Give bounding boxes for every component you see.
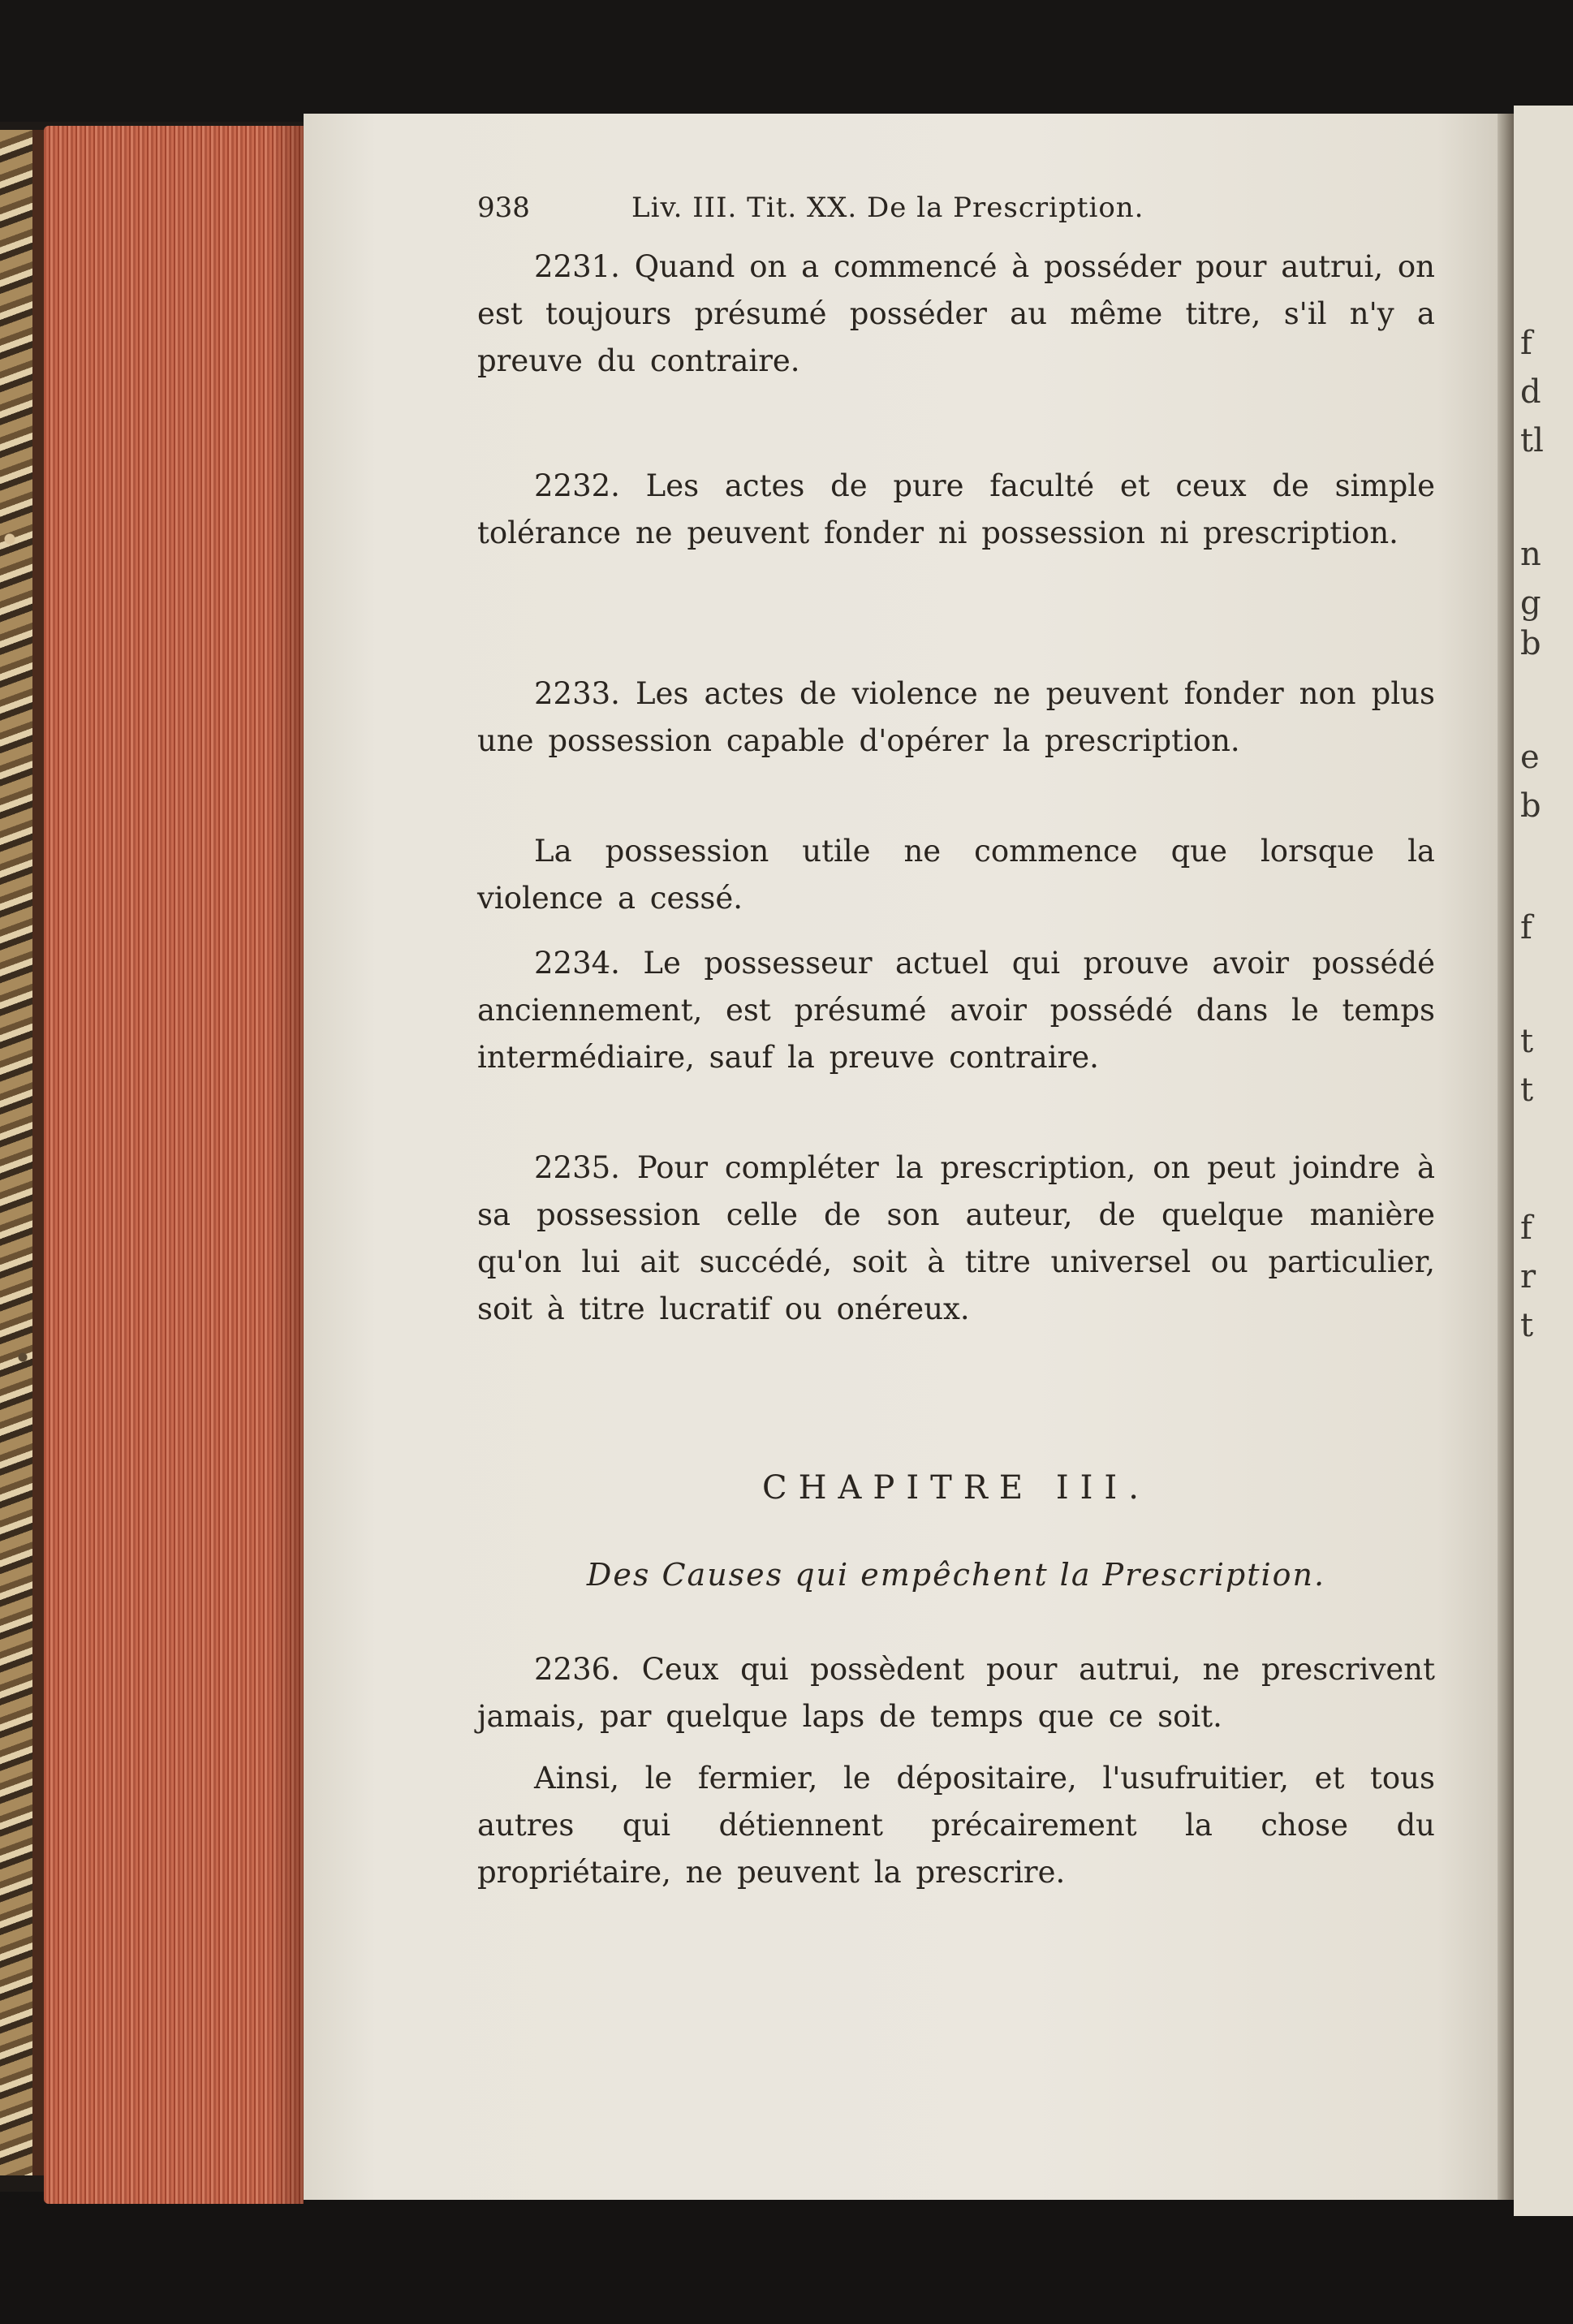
facing-fragment: f — [1520, 909, 1532, 946]
facing-fragment: d — [1520, 373, 1541, 411]
facing-fragment: f — [1520, 1209, 1532, 1247]
facing-fragment: t — [1520, 1307, 1534, 1344]
article-2236: 2236. Ceux qui possèdent pour autrui, ne prescrivent jamais, par quelque laps de temps que ce soit. — [477, 1652, 1435, 1734]
running-title: Liv. III. Tit. XX. De la Prescription. — [631, 192, 1144, 224]
facing-fragment: b — [1520, 625, 1541, 662]
facing-page-fragment — [1514, 106, 1573, 2216]
facing-fragment: t — [1520, 1071, 1534, 1109]
facing-fragment: n — [1520, 536, 1541, 573]
facing-fragment: b — [1520, 787, 1541, 825]
cover-board — [32, 130, 44, 2175]
red-page-edges — [44, 126, 304, 2204]
marbled-cover-edge — [0, 130, 32, 2175]
article-2233: 2233. Les actes de violence ne peuvent fonder non plus une possession capable d'opérer la prescription. — [477, 676, 1435, 758]
article-2232: 2232. Les actes de pure faculté et ceux de simple tolérance ne peuvent fonder ni possession ni prescription. — [477, 468, 1435, 550]
chapter-title: CHAPITRE III. — [762, 1469, 1150, 1507]
article-2233-paragraph: La possession utile ne commence que lorsque la violence a cessé. — [477, 834, 1435, 916]
facing-fragment: tl — [1520, 422, 1544, 459]
page-number: 938 — [477, 192, 530, 224]
background-top — [0, 0, 1573, 122]
article-2231: 2231. Quand on a commencé à posséder pour autrui, on est toujours présumé posséder au même titre, s'il n'y a preuve du contraire. — [477, 249, 1435, 378]
article-2235: 2235. Pour compléter la prescription, on peut joindre à sa possession celle de son auteur, de quelque manière qu'on lui ait succédé, soit à titre universel ou particulier, soit à titre lucratif ou onéreux. — [477, 1150, 1435, 1326]
facing-fragment: t — [1520, 1023, 1534, 1060]
facing-fragment: e — [1520, 739, 1540, 776]
chapter-subtitle: Des Causes qui empêchent la Prescription. — [586, 1557, 1326, 1593]
article-2236-paragraph: Ainsi, le fermier, le dépositaire, l'usufruitier, et tous autres qui détiennent précairement la chose du propriétaire, ne peuvent la prescrire. — [477, 1761, 1435, 1890]
gutter-shadow — [1498, 114, 1514, 2200]
facing-fragment: g — [1520, 584, 1541, 622]
facing-fragment: r — [1520, 1258, 1536, 1296]
background-bottom — [0, 2192, 1573, 2324]
article-2234: 2234. Le possesseur actuel qui prouve avoir possédé anciennement, est présumé avoir possédé dans le temps intermédiaire, sauf la preuve contraire. — [477, 946, 1435, 1075]
show-through-text — [477, 568, 1435, 601]
running-head — [477, 192, 1313, 237]
facing-fragment: f — [1520, 325, 1532, 362]
